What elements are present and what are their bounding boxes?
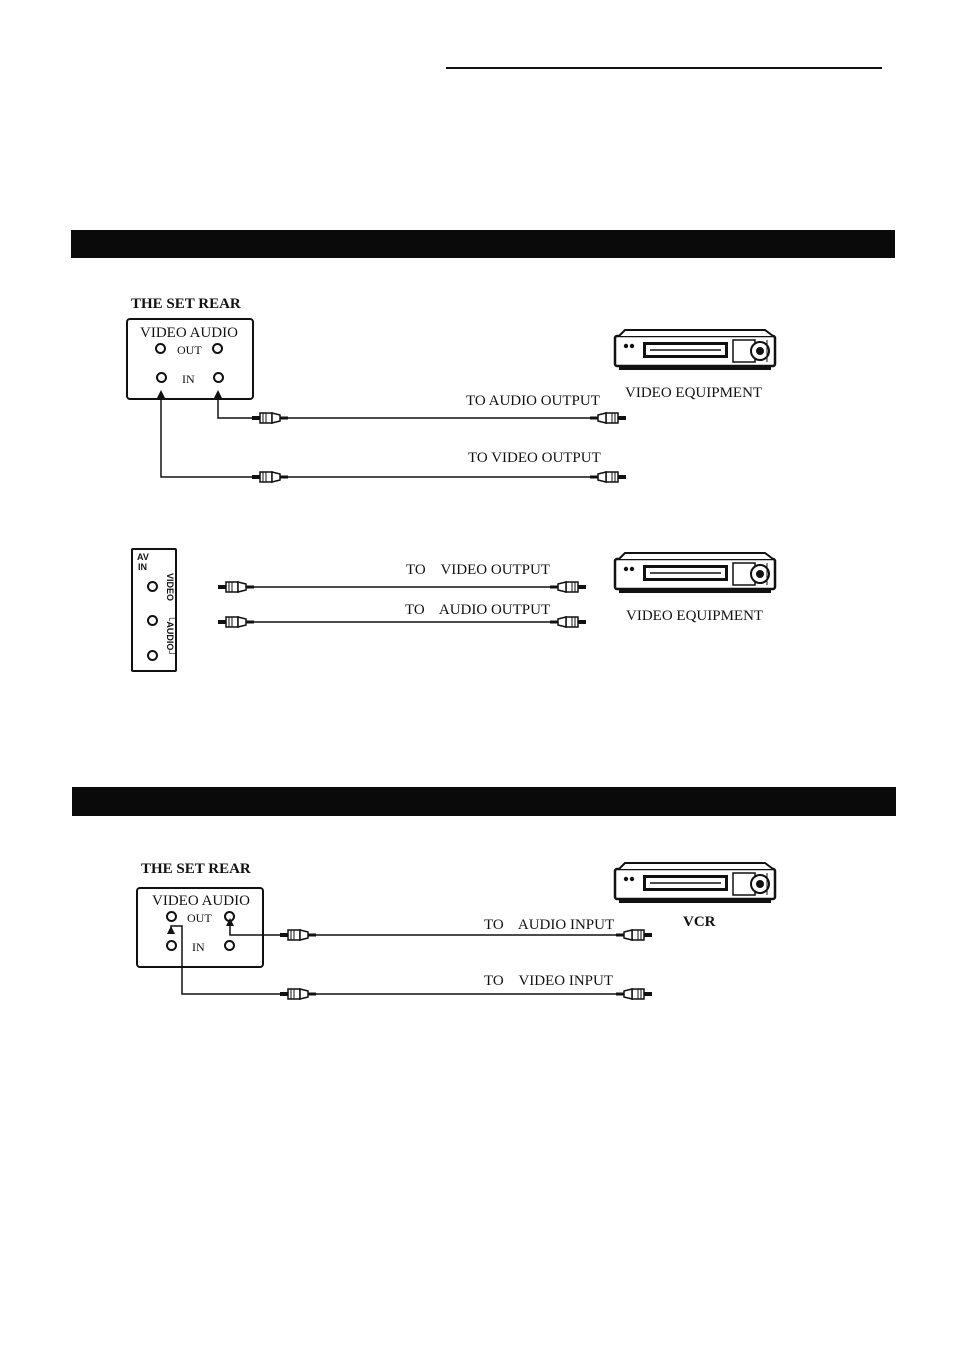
panel2-video-audio-label: VIDEO AUDIO	[152, 893, 250, 909]
set-rear-title: THE SET REAR	[131, 296, 241, 312]
set-rear-title-2: THE SET REAR	[141, 861, 251, 877]
vcr-audio-plug-left	[280, 930, 316, 940]
vcr-device	[615, 863, 775, 903]
video-cable-path	[161, 392, 252, 477]
vcr-label: VCR	[683, 914, 716, 930]
video-equipment-device-2	[615, 553, 775, 593]
front-to-audio-output-label: TO AUDIO OUTPUT	[405, 602, 551, 618]
vcr-audio-plug-right	[616, 930, 652, 940]
video-equipment-device	[615, 330, 775, 370]
front-video-plug-right	[550, 582, 586, 592]
panel2-in-label: IN	[192, 940, 205, 954]
front-to-video-output-label: TO VIDEO OUTPUT	[406, 562, 551, 578]
to-video-input-label: TO VIDEO INPUT	[484, 973, 614, 989]
panel2-out-label: OUT	[187, 911, 212, 925]
front-video-plug-left	[218, 582, 254, 592]
av-label: AV	[137, 552, 149, 562]
front-audio-vertical-label: └AUDIO┘	[165, 615, 175, 657]
video-equipment-label-2: VIDEO EQUIPMENT	[626, 608, 764, 624]
out-audio-cable-path	[230, 920, 280, 935]
to-audio-output-label: TO AUDIO OUTPUT	[466, 393, 600, 409]
video-plug-left	[252, 472, 288, 482]
panel-in-label: IN	[182, 372, 195, 386]
vcr-video-plug-left	[280, 989, 316, 999]
audio-cable-path	[218, 392, 252, 418]
video-plug-right	[590, 472, 626, 482]
panel-out-label: OUT	[177, 343, 202, 357]
video-equipment-label: VIDEO EQUIPMENT	[625, 385, 763, 401]
out-video-cable-path	[171, 926, 280, 994]
av-in-label: IN	[138, 562, 147, 572]
front-audio-plug-left	[218, 617, 254, 627]
vcr-video-plug-right	[616, 989, 652, 999]
audio-plug-left	[252, 413, 288, 423]
front-video-vertical-label: VIDEO	[165, 573, 175, 602]
panel-video-audio-label: VIDEO AUDIO	[140, 325, 238, 341]
to-audio-input-label: TO AUDIO INPUT	[484, 917, 615, 933]
audio-plug-right	[590, 413, 626, 423]
front-audio-plug-right	[550, 617, 586, 627]
to-video-output-label: TO VIDEO OUTPUT	[468, 450, 601, 466]
